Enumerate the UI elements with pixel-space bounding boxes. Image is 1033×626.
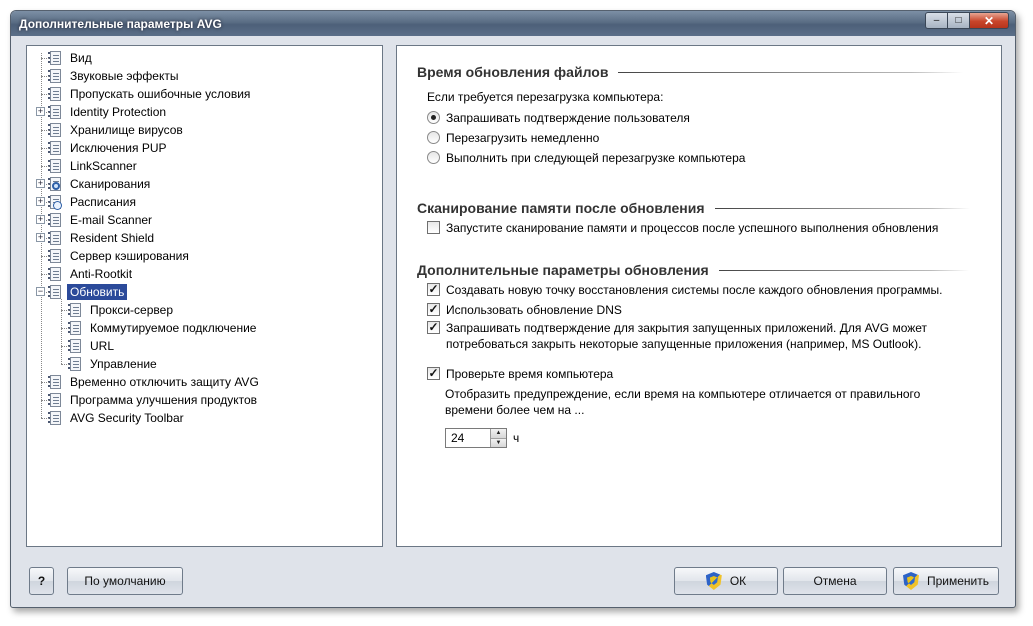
- maximize-button[interactable]: □: [947, 12, 970, 29]
- ok-label: ОК: [729, 574, 747, 588]
- tree-item-label: URL: [90, 339, 115, 353]
- section-divider: [715, 208, 970, 209]
- minimize-button[interactable]: –: [925, 12, 948, 29]
- expand-icon[interactable]: +: [37, 214, 44, 224]
- apply-label: Применить: [926, 574, 989, 588]
- radio-ask-user[interactable]: [427, 110, 690, 126]
- cancel-button[interactable]: [783, 567, 887, 595]
- document-icon: [67, 320, 83, 336]
- tree-item[interactable]: [47, 157, 140, 175]
- tree-item-label: Resident Shield: [70, 231, 155, 245]
- document-icon: [47, 212, 63, 228]
- tree-connector: [41, 130, 49, 131]
- tree-connector: [41, 94, 49, 95]
- section-update-time: [417, 64, 963, 80]
- tree-item-label: Anti-Rootkit: [70, 267, 133, 281]
- tree-item[interactable]: [47, 49, 95, 67]
- document-icon: [47, 104, 63, 120]
- tree-item-label: Identity Protection: [70, 105, 167, 119]
- tree-connector: [61, 364, 69, 365]
- document-icon: [47, 158, 63, 174]
- tree-item-label: E-mail Scanner: [70, 213, 153, 227]
- radio-button[interactable]: [427, 131, 440, 144]
- tree-connector: [41, 148, 49, 149]
- hours-input[interactable]: [446, 429, 490, 447]
- document-icon: [47, 266, 63, 282]
- radio-next-restart[interactable]: [427, 150, 745, 166]
- help-icon: ?: [37, 574, 46, 588]
- tree-item-label: Расписания: [70, 195, 136, 209]
- radio-button[interactable]: [427, 111, 440, 124]
- avg-shield-icon: [706, 572, 722, 590]
- title-bar[interactable]: [11, 11, 1015, 36]
- tree-item[interactable]: [47, 373, 262, 391]
- document-icon: [47, 230, 63, 246]
- defaults-button[interactable]: [67, 567, 183, 595]
- tree-item[interactable]: [67, 355, 160, 373]
- apply-button[interactable]: [893, 567, 999, 595]
- dialog-body: [17, 42, 1011, 562]
- expand-icon[interactable]: +: [37, 232, 44, 242]
- document-icon: [47, 284, 63, 300]
- section-title-update-time: Время обновления файлов: [417, 64, 609, 80]
- section-advanced-update: [417, 262, 969, 278]
- tree-item-label: LinkScanner: [70, 159, 137, 173]
- expand-icon[interactable]: +: [37, 178, 44, 188]
- expand-icon[interactable]: +: [37, 106, 44, 116]
- tree-connector: [41, 58, 49, 59]
- tree-item-label: Звуковые эффекты: [70, 69, 179, 83]
- expand-icon[interactable]: +: [37, 196, 44, 206]
- document-icon: [47, 122, 63, 138]
- tree-item[interactable]: [47, 121, 186, 139]
- tree-child-trunk: [61, 299, 62, 364]
- tree-item[interactable]: [67, 337, 117, 355]
- tree-item-label: Временно отключить защиту AVG: [70, 375, 259, 389]
- tree-item-label: Обновить: [67, 284, 127, 300]
- checkbox-check-time[interactable]: [427, 366, 613, 382]
- section-divider: [618, 72, 963, 73]
- checkbox-dns-update[interactable]: [427, 302, 622, 318]
- radio-restart-now[interactable]: [427, 130, 599, 146]
- checkbox-memory-scan[interactable]: [427, 220, 938, 236]
- tree-item[interactable]: [67, 319, 259, 337]
- radio-label: Выполнить при следующей перезагрузке компьютера: [446, 151, 746, 165]
- collapse-icon[interactable]: −: [37, 286, 44, 296]
- document-icon: [47, 374, 63, 390]
- tree-item[interactable]: [47, 85, 253, 103]
- avg-settings-window: [10, 10, 1016, 608]
- tree-item[interactable]: [47, 211, 155, 229]
- document-icon: [47, 140, 63, 156]
- tree-item[interactable]: [47, 103, 169, 121]
- scan-magnifier-icon: [47, 176, 63, 192]
- tree-connector: [41, 256, 49, 257]
- tree-item-label: Прокси-сервер: [90, 303, 173, 317]
- ok-button[interactable]: [674, 567, 778, 595]
- tree-item-label: Пропускать ошибочные условия: [70, 87, 251, 101]
- tree-item-label: Программа улучшения продуктов: [70, 393, 258, 407]
- checkbox[interactable]: ✓: [428, 282, 439, 296]
- radio-label: Запрашивать подтверждение пользователя: [446, 111, 690, 125]
- restart-prompt: Если требуется перезагрузка компьютера:: [427, 90, 664, 104]
- document-icon: [47, 50, 63, 66]
- checkbox-label: Проверьте время компьютера: [446, 367, 614, 381]
- document-icon: [47, 392, 63, 408]
- tree-connector: [41, 418, 49, 419]
- defaults-label: По умолчанию: [84, 574, 166, 588]
- document-icon: [47, 68, 63, 84]
- document-icon: [67, 338, 83, 354]
- tree-item-label: Коммутируемое подключение: [90, 321, 257, 335]
- cancel-label: Отмена: [813, 574, 857, 588]
- schedule-clock-icon: [47, 194, 63, 210]
- window-controls: [926, 12, 1009, 29]
- settings-tree[interactable]: [26, 45, 383, 547]
- tree-item-label: Хранилище вирусов: [70, 123, 183, 137]
- checkbox[interactable]: ✓: [428, 366, 439, 380]
- tree-item[interactable]: [47, 283, 127, 301]
- tree-item[interactable]: [47, 247, 192, 265]
- checkbox-label: Запрашивать подтверждение для закрытия запущенных приложений. Для AVG может потребоваться закрыть некоторые запущенные приложения (например, MS Outlook).: [446, 321, 928, 351]
- section-divider: [719, 270, 969, 271]
- hours-spinbox[interactable]: [445, 428, 507, 448]
- update-settings-panel: [396, 45, 1002, 547]
- tree-connector: [61, 310, 69, 311]
- tree-item-label: Исключения PUP: [70, 141, 167, 155]
- tree-item[interactable]: [47, 139, 170, 157]
- checkbox[interactable]: [427, 221, 440, 234]
- tree-connector: [41, 166, 49, 167]
- help-button[interactable]: [29, 567, 54, 595]
- tree-connector: [61, 328, 69, 329]
- tree-item-label: AVG Security Toolbar: [70, 411, 184, 425]
- tree-item-label: Вид: [70, 51, 92, 65]
- spin-up-icon[interactable]: ▲: [491, 429, 506, 439]
- tree-connector: [61, 346, 69, 347]
- radio-button[interactable]: [427, 151, 440, 164]
- checkbox-close-apps[interactable]: [427, 320, 967, 352]
- document-icon: [47, 86, 63, 102]
- tree-item[interactable]: [67, 301, 176, 319]
- close-button[interactable]: ✕: [969, 12, 1009, 29]
- tree-connector: [41, 274, 49, 275]
- document-icon: [67, 302, 83, 318]
- tree-item-label: Управление: [90, 357, 157, 371]
- tree-item-label: Сканирования: [70, 177, 151, 191]
- tree-connector: [41, 400, 49, 401]
- avg-shield-icon: [903, 572, 919, 590]
- radio-label: Перезагрузить немедленно: [446, 131, 600, 145]
- tree-item[interactable]: [47, 67, 181, 85]
- checkbox-restore-point[interactable]: [427, 282, 942, 298]
- section-title-memory-scan: Сканирование памяти после обновления: [417, 200, 705, 216]
- document-icon: [47, 248, 63, 264]
- tree-item[interactable]: [47, 193, 139, 211]
- checkbox-label: Создавать новую точку восстановления системы после каждого обновления программы.: [446, 283, 943, 297]
- document-icon: [47, 410, 63, 426]
- checkbox[interactable]: ✓: [428, 302, 439, 316]
- tree-item[interactable]: [47, 229, 157, 247]
- tree-item[interactable]: [47, 391, 260, 409]
- spin-arrows: [490, 429, 506, 447]
- checkbox-label: Запустите сканирование памяти и процессов после успешного выполнения обновления: [446, 221, 939, 235]
- tree-item[interactable]: [47, 409, 187, 427]
- tree-item-label: Сервер кэширования: [70, 249, 189, 263]
- window-title: Дополнительные параметры AVG: [19, 17, 222, 31]
- tree-connector: [41, 76, 49, 77]
- tree-connector: [41, 382, 49, 383]
- tree-item[interactable]: [47, 175, 153, 193]
- checkbox[interactable]: ✓: [428, 320, 439, 334]
- tree-item[interactable]: [47, 265, 135, 283]
- section-title-advanced-update: Дополнительные параметры обновления: [417, 262, 709, 278]
- time-warning-text: Отобразить предупреждение, если время на компьютере отличается от правильного времени более чем на ...: [445, 387, 921, 417]
- hours-unit: ч: [513, 431, 520, 445]
- section-memory-scan: [417, 200, 970, 216]
- spin-down-icon[interactable]: ▼: [491, 439, 506, 448]
- checkbox-label: Использовать обновление DNS: [446, 303, 622, 317]
- document-icon: [67, 356, 83, 372]
